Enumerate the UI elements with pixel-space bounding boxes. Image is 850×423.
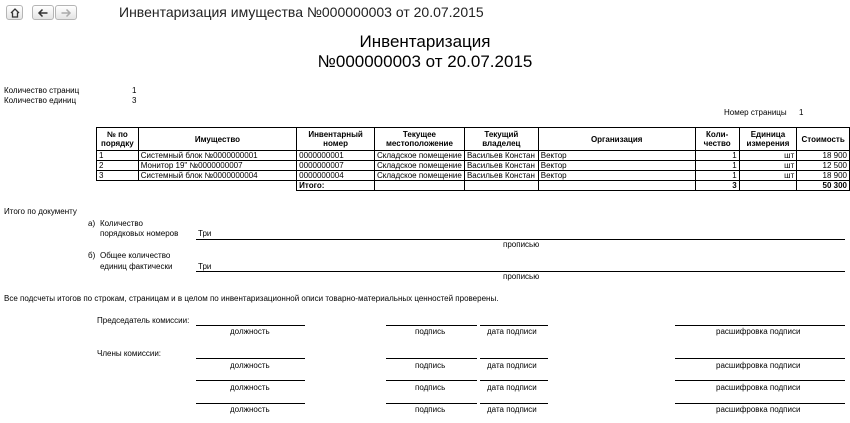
summary-b-label-line2: единиц фактически xyxy=(100,262,173,271)
forward-button[interactable] xyxy=(55,5,77,20)
pages-count-value: 1 xyxy=(132,86,137,95)
cell-row-number: 1 xyxy=(97,151,139,161)
member1-position-line xyxy=(196,358,305,359)
member3-signature-caption: подпись xyxy=(415,405,446,414)
cell-unit: шт xyxy=(739,171,797,181)
summary-heading: Итого по документу xyxy=(4,207,77,216)
member2-decoding-line xyxy=(675,380,845,381)
cell-unit: шт xyxy=(739,161,797,171)
cell-property: Монитор 19" №0000000007 xyxy=(138,161,296,171)
member1-position-caption: должность xyxy=(230,361,270,370)
cell-quantity: 1 xyxy=(695,171,739,181)
member1-signature-caption: подпись xyxy=(415,361,446,370)
member3-decoding-caption: расшифровка подписи xyxy=(716,405,801,414)
chairman-date-line xyxy=(480,325,548,326)
member3-position-line xyxy=(196,403,305,404)
member3-signature-line xyxy=(386,403,477,404)
cell-property: Системный блок №0000000004 xyxy=(138,171,296,181)
cell-owner: Васильев Констан xyxy=(464,161,538,171)
summary-a-label-line2: порядковых номеров xyxy=(100,229,179,238)
cell-location: Складское помещение xyxy=(374,151,464,161)
cell-property: Системный блок №0000000001 xyxy=(138,151,296,161)
units-count-label: Количество единиц xyxy=(4,96,77,105)
cell-cost: 12 500 xyxy=(797,161,850,171)
cell-quantity: 1 xyxy=(695,161,739,171)
cell-owner: Васильев Констан xyxy=(464,171,538,181)
cell-row-number: 3 xyxy=(97,171,139,181)
chairman-signature-line xyxy=(386,325,477,326)
summary-b-label-line1: Общее количество xyxy=(100,251,171,260)
summary-a-marker: а) xyxy=(88,219,96,228)
cell-inventory-number: 0000000007 xyxy=(297,161,375,171)
header-property: Имущество xyxy=(138,128,296,151)
home-icon xyxy=(10,8,20,18)
summary-b-value: Три xyxy=(198,262,212,271)
header-location: Текущее местоположение xyxy=(374,128,464,151)
header-quantity: Коли-чество xyxy=(695,128,739,151)
units-count-value: 3 xyxy=(132,96,137,105)
table-row xyxy=(97,161,850,171)
table-row xyxy=(97,171,850,181)
summary-a-label-line1: Количество xyxy=(100,219,143,228)
chairman-decoding-caption: расшифровка подписи xyxy=(716,327,801,336)
summary-a-caption: прописью xyxy=(503,240,540,249)
chairman-label: Председатель комиссии: xyxy=(97,316,190,325)
member2-date-line xyxy=(480,380,548,381)
summary-a-value: Три xyxy=(198,229,212,238)
cell-organization: Вектор xyxy=(538,171,695,181)
member1-decoding-caption: расшифровка подписи xyxy=(716,361,801,370)
chairman-date-caption: дата подписи xyxy=(487,327,537,336)
table-total-row xyxy=(97,181,850,191)
summary-b-caption: прописью xyxy=(503,272,540,281)
member1-signature-line xyxy=(386,358,477,359)
member3-decoding-line xyxy=(675,403,845,404)
window-title: Инвентаризация имущества №000000003 от 20.07.2015 xyxy=(119,4,484,20)
cell-cost: 18 900 xyxy=(797,171,850,181)
header-unit: Единица измерения xyxy=(739,128,797,151)
table-header-row xyxy=(97,128,850,151)
back-arrow-icon xyxy=(38,8,49,17)
pages-count-label: Количество страниц xyxy=(4,86,80,95)
member2-signature-caption: подпись xyxy=(415,383,446,392)
member2-position-line xyxy=(196,380,305,381)
home-button[interactable] xyxy=(6,5,23,20)
member3-position-caption: должность xyxy=(230,405,270,414)
cell-owner: Васильев Констан xyxy=(464,151,538,161)
inventory-table xyxy=(96,127,850,191)
table-row xyxy=(97,151,850,161)
header-cost: Стоимость xyxy=(797,128,850,151)
cell-organization: Вектор xyxy=(538,161,695,171)
forward-arrow-icon xyxy=(61,8,72,17)
document-title-line2: №000000003 от 20.07.2015 xyxy=(317,52,533,71)
member2-signature-line xyxy=(386,380,477,381)
member1-date-line xyxy=(480,358,548,359)
chairman-position-line xyxy=(196,325,305,326)
header-row-number: № по порядку xyxy=(97,128,139,151)
cell-inventory-number: 0000000001 xyxy=(297,151,375,161)
cell-organization: Вектор xyxy=(538,151,695,161)
member2-position-caption: должность xyxy=(230,383,270,392)
chairman-position-caption: должность xyxy=(230,327,270,336)
member2-decoding-caption: расшифровка подписи xyxy=(716,383,801,392)
cell-location: Складское помещение xyxy=(374,171,464,181)
members-label: Члены комиссии: xyxy=(97,349,162,358)
cell-cost: 18 900 xyxy=(797,151,850,161)
cell-row-number: 2 xyxy=(97,161,139,171)
document-title-line1: Инвентаризация xyxy=(359,32,491,51)
header-inventory-number: Инвентарный номер xyxy=(297,128,375,151)
header-owner: Текущий владелец xyxy=(464,128,538,151)
total-label: Итого: xyxy=(297,181,375,191)
page-number-label: Номер страницы xyxy=(724,108,787,117)
member1-decoding-line xyxy=(675,358,845,359)
total-quantity: 3 xyxy=(695,181,739,191)
member2-date-caption: дата подписи xyxy=(487,383,537,392)
total-cost: 50 300 xyxy=(797,181,850,191)
chairman-decoding-line xyxy=(675,325,845,326)
member3-date-caption: дата подписи xyxy=(487,405,537,414)
header-organization: Организация xyxy=(538,128,695,151)
cell-location: Складское помещение xyxy=(374,161,464,171)
summary-b-marker: б) xyxy=(88,251,96,260)
chairman-signature-caption: подпись xyxy=(415,327,446,336)
summary-statement: Все подсчеты итогов по строкам, страницам и в целом по инвентаризационной описи товарно-материальных ценностей проверены. xyxy=(4,294,499,303)
member1-date-caption: дата подписи xyxy=(487,361,537,370)
cell-unit: шт xyxy=(739,151,797,161)
member3-date-line xyxy=(480,403,548,404)
cell-quantity: 1 xyxy=(695,151,739,161)
cell-inventory-number: 0000000004 xyxy=(297,171,375,181)
back-button[interactable] xyxy=(32,5,54,20)
page-number-value: 1 xyxy=(799,108,804,117)
